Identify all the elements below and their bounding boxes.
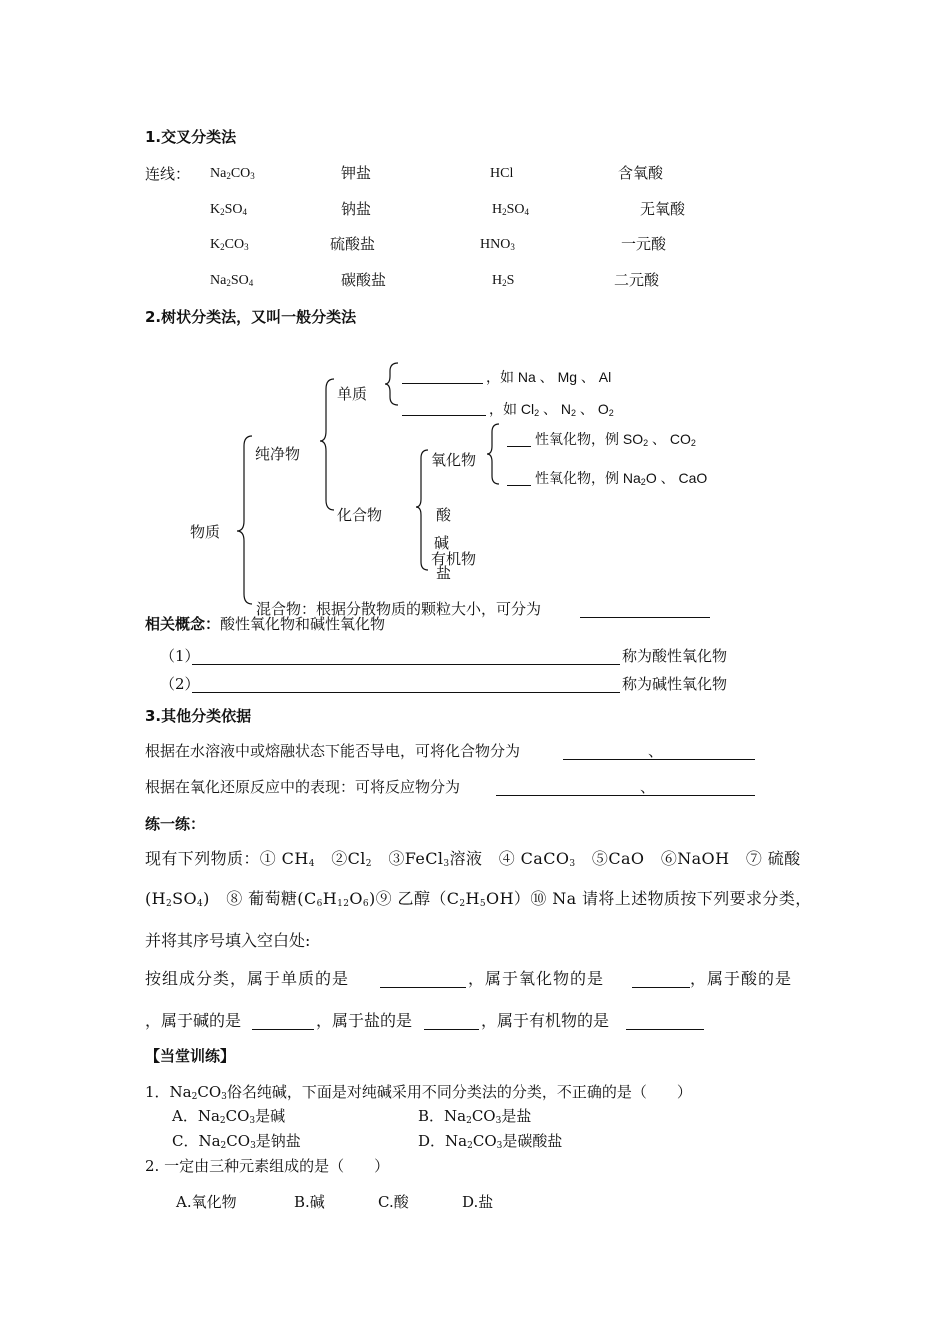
blank-elements[interactable] — [380, 987, 466, 988]
salt-formula: $K_2CO_3$ — [210, 237, 249, 252]
blank-concept-1[interactable] — [192, 664, 620, 665]
q2-option-c[interactable]: C.酸 — [378, 1193, 409, 1211]
concept-1-number: （1） — [160, 647, 200, 665]
practice-title: 练一练： — [145, 815, 206, 833]
salt-formula: $Na_2SO_4$ — [210, 273, 254, 288]
practice-q2c: ，属于有机物的是 — [481, 1011, 610, 1030]
blank-acidic-oxide[interactable] — [507, 446, 531, 447]
practice-q1b: ，属于氧化物的是 — [468, 969, 605, 988]
training-q2: 2. 一定由三种元素组成的是（ ） — [145, 1157, 390, 1175]
concept-2-tail: 称为碱性氧化物 — [622, 675, 728, 693]
basis-line-1: 根据在水溶液中或熔融状态下能否导电，可将化合物分为 — [145, 742, 521, 760]
basis-line-2: 根据在氧化还原反应中的表现：可将反应物分为 — [145, 778, 461, 796]
q1-option-a[interactable]: A．$Na_2CO_3$是碱 — [172, 1107, 286, 1126]
salt-formula: $Na_2CO_3$ — [210, 166, 255, 181]
basis-1-sep: 、 — [648, 742, 664, 760]
blank-basic-oxide[interactable] — [507, 485, 531, 486]
bracket-element — [385, 363, 398, 405]
concepts-heading — [145, 615, 385, 633]
concept-2-number: （2） — [160, 675, 200, 693]
practice-para-2: $(H_2SO_4)$ ⑧ 葡萄糖$(C_6H_{12}O_6)⑨$ 乙醇$(C_2H_5OH)⑩$ Na 请将上述物质按下列要求分类， — [145, 889, 812, 909]
element-example-1: ，如 Na 、 Mg 、 Al — [486, 369, 612, 385]
acid-formula: HCl — [490, 166, 514, 181]
blank-organics[interactable] — [626, 1029, 704, 1030]
acid-category: 二元酸 — [614, 271, 660, 289]
node-element: 单质 — [337, 385, 368, 403]
node-mixture: 混合物：根据分散物质的颗粒大小，可分为 — [256, 600, 542, 618]
node-organic: 有机物 — [431, 550, 477, 568]
node-substance: 物质 — [190, 523, 221, 541]
blank-oxides[interactable] — [632, 987, 690, 988]
salt-category: 钾盐 — [341, 164, 372, 182]
oxide-example-1: 性氧化物，例 $SO_2$ 、 $CO_2$ — [535, 431, 696, 448]
acid-category: 含氧酸 — [618, 164, 664, 182]
blank-basis-2[interactable] — [496, 795, 755, 796]
blank-mixture[interactable] — [580, 617, 710, 618]
salt-formula: $K_2SO_4$ — [210, 202, 248, 217]
concepts-title: 相关概念： — [145, 615, 221, 633]
concept-1-tail: 称为酸性氧化物 — [622, 647, 728, 665]
bracket-root — [237, 436, 252, 604]
q1-option-b[interactable]: B．$Na_2CO_3$是盐 — [418, 1107, 532, 1126]
practice-para-3: 并将其序号填入空白处: — [145, 931, 311, 950]
q2-option-a[interactable]: A.氧化物 — [176, 1193, 237, 1211]
practice-q1a: 按组成分类，属于单质的是 — [145, 969, 350, 988]
q2-option-b[interactable]: B.碱 — [294, 1193, 325, 1211]
practice-q2b: ，属于盐的是 — [316, 1011, 413, 1030]
q1-option-c[interactable]: C．$Na_2CO_3$是钠盐 — [172, 1132, 301, 1151]
blank-bases[interactable] — [252, 1029, 314, 1030]
node-salt: 盐 — [436, 564, 452, 582]
node-acid: 酸 — [436, 506, 452, 524]
node-compound: 化合物 — [337, 506, 383, 524]
basis-2-sep: 、 — [640, 778, 656, 796]
blank-element-nonmetal[interactable] — [402, 415, 486, 416]
section2-title: 2.树状分类法，又叫一般分类法 — [145, 308, 357, 326]
training-q1: 1．$Na_2CO_3$俗名纯碱，下面是对纯碱采用不同分类法的分类，不正确的是（ ） — [145, 1083, 692, 1102]
section3-title: 3.其他分类依据 — [145, 707, 252, 725]
acid-formula: $HNO_3$ — [480, 237, 515, 252]
q1-option-d[interactable]: D．$Na_2CO_3$是碳酸盐 — [418, 1132, 563, 1151]
acid-category: 无氧酸 — [640, 200, 686, 218]
q2-option-d[interactable]: D.盐 — [462, 1193, 494, 1211]
oxide-example-2: 性氧化物，例 $Na_2O$ 、 CaO — [535, 470, 708, 487]
node-oxide: 氧化物 — [431, 451, 477, 469]
blank-salts[interactable] — [424, 1029, 479, 1030]
section1-title: 1.交叉分类法 — [145, 128, 237, 146]
blank-element-metal[interactable] — [402, 383, 483, 384]
salt-category: 碳酸盐 — [341, 271, 387, 289]
bracket-oxide — [487, 424, 499, 484]
acid-formula: $H_2SO_4$ — [492, 202, 530, 217]
concepts-subtitle: 酸性氧化物和碱性氧化物 — [220, 615, 386, 633]
node-pure: 纯净物 — [255, 445, 301, 463]
acid-formula: $H_2S$ — [492, 273, 515, 288]
salt-category: 硫酸盐 — [330, 235, 376, 253]
acid-category: 一元酸 — [621, 235, 667, 253]
salt-category: 钠盐 — [341, 200, 372, 218]
practice-para-1: 现有下列物质：① $CH_4$ $②Cl_2$ ③FeCl$_3$溶液 ④ CaCO$_3$ ⑤CaO ⑥NaOH ⑦ 硫酸 — [145, 849, 801, 869]
training-title: 【当堂训练】 — [145, 1047, 236, 1065]
node-base: 碱 — [434, 534, 450, 552]
practice-q1c: ，属于酸的是 — [690, 969, 793, 988]
matching-lead: 连线： — [145, 165, 191, 183]
element-example-2: ，如 $Cl_2$ 、 $N_2$ 、 $O_2$ — [489, 401, 614, 418]
practice-q2a: ，属于碱的是 — [145, 1011, 242, 1030]
bracket-compound — [416, 450, 428, 570]
blank-concept-2[interactable] — [192, 692, 620, 693]
bracket-pure — [320, 379, 334, 510]
